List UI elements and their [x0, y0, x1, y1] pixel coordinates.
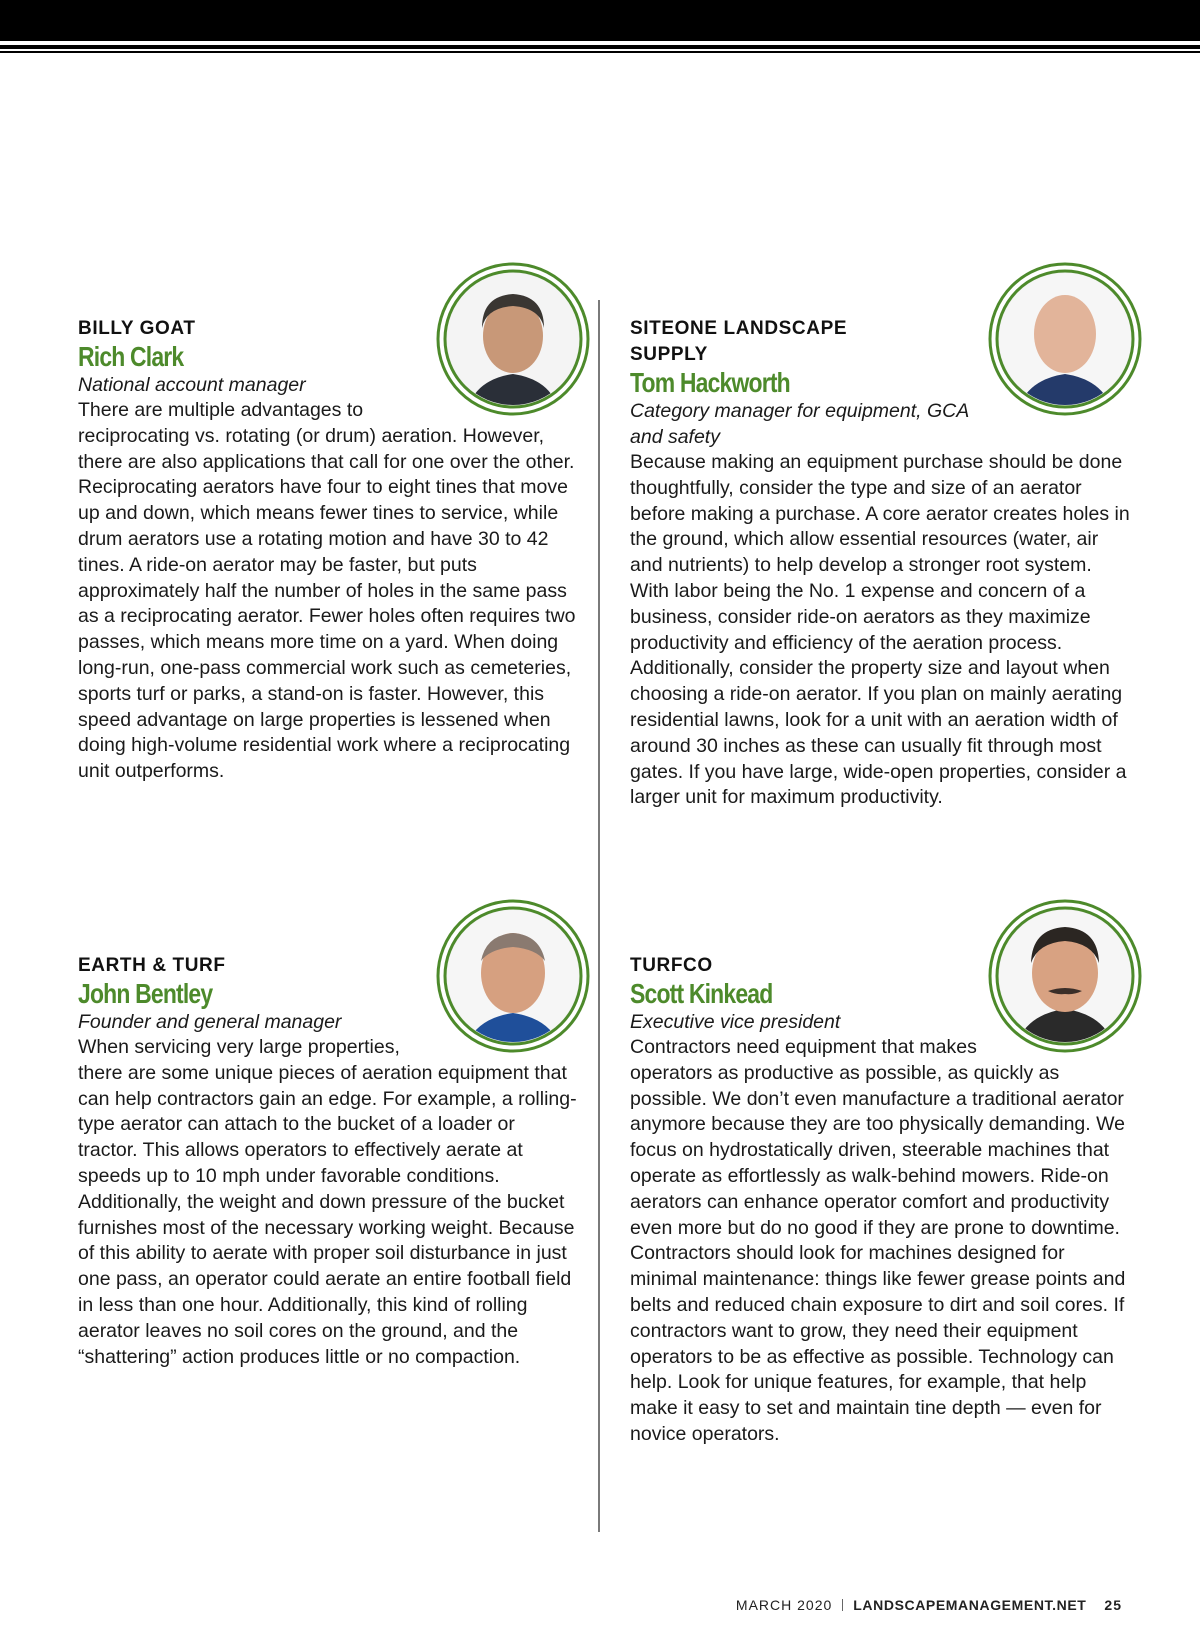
- company-name: EARTH & TURF: [78, 955, 226, 976]
- page-footer: [736, 1597, 1122, 1613]
- job-title: Founder and general manager: [78, 1011, 342, 1033]
- portrait-photo: [988, 899, 1142, 1053]
- person-name: John Bentley: [78, 978, 213, 1009]
- quote-text: When servicing very large properties, there are some unique pieces of aeration equipment that can help contractors gain an edge. For example, a rolling-type aerator can attach to the bucket of a loader or tractor. This allows operators to effectively aerate at speeds up to 10 mph under favorable conditions. Additionally, the weight and down pressure of the bucket furnishes most of the necessary working weight. Because of this ability to aerate with proper soil disturbance in just one pass, an operator could aerate an entire football field in less than one hour. Additionally, this kind of rolling aerator leaves no soil cores on the ground, and the “shattering” action produces little or no compaction.: [78, 1036, 577, 1368]
- profile-scott-kinkead: [630, 953, 1130, 1448]
- job-title: National account manager: [78, 374, 306, 396]
- page-number: 25: [1104, 1597, 1122, 1613]
- quote-text: Contractors need equipment that makes operators as productive as possible, as quickly as possible. We don’t even manufacture a traditional aerator anymore because they are too physically demanding. We focus on hydrostatically driven, steerable machines that operate as effortlessly as walk-behind mowers. Ride-on aerators can enhance operator comfort and productivity even more but do no good if they are prone to downtime. Contractors should look for machines designed for minimal maintenance: things like fewer grease points and belts and reduced chain exposure to dirt and soil cores. If contractors want to grow, they need their equipment operators to be as effective as possible. Technology can help. Look for unique features, for example, that help make it easy to set and maintain tine depth — even for novice operators.: [630, 1036, 1126, 1445]
- portrait-photo: [436, 899, 590, 1053]
- footer-separator: [842, 1599, 843, 1611]
- portrait-photo: [436, 262, 590, 416]
- header-rule: [0, 45, 1200, 49]
- column-divider: [598, 300, 600, 1532]
- profile-rich-clark: [78, 316, 578, 785]
- quote-text: Because making an equipment purchase should be done thoughtfully, consider the type and size of an aerator before making a purchase. A core aerator creates holes in the ground, which allow essential resources (water, air and nutrients) to help develop a stronger root system. With labor being the No. 1 expense and concern of a business, consider ride-on aerators as they maximize productivity and efficiency of the aeration process. Additionally, consider the property size and layout when choosing a ride-on aerator. If you plan on mainly aerating residential lawns, look for a unit with an aeration width of around 30 inches as these can usually fit through most gates. If you have large, wide-open properties, consider a larger unit for maximum productivity.: [630, 451, 1130, 809]
- quote-text: There are multiple advantages to reciprocating vs. rotating (or drum) aeration. However, there are also applications that call for one over the other. Reciprocating aerators have four to eight tines that move up and down, which means fewer tines to service, while drum aerators use a rotating motion and have 30 to 42 tines. A ride-on aerator may be faster, but puts approximately half the number of holes in the same pass as a reciprocating aerator. Fewer holes often requires two passes, which means more time on a yard. When doing long-run, one-pass commercial work such as cemeteries, sports turf or parks, a stand-on is faster. However, this speed advantage on large properties is lessened when doing high-volume residential work where a reciprocating unit outperforms.: [78, 399, 576, 783]
- profile-john-bentley: [78, 953, 578, 1370]
- job-title: Category manager for equipment, GCA and safety: [630, 400, 969, 448]
- person-name: Scott Kinkead: [630, 978, 773, 1009]
- website-link[interactable]: LANDSCAPEMANAGEMENT.NET: [853, 1597, 1087, 1613]
- company-name: SITEONE LANDSCAPE SUPPLY: [630, 318, 848, 365]
- person-name: Rich Clark: [78, 341, 184, 372]
- header-rule-thin: [0, 51, 1200, 53]
- header-bar: [0, 0, 1200, 41]
- person-name: Tom Hackworth: [630, 367, 790, 398]
- company-name: BILLY GOAT: [78, 318, 196, 339]
- issue-date: MARCH 2020: [735, 1597, 833, 1613]
- profile-tom-hackworth: [630, 316, 1130, 811]
- job-title: Executive vice president: [630, 1011, 841, 1033]
- company-name: TURFCO: [630, 955, 713, 976]
